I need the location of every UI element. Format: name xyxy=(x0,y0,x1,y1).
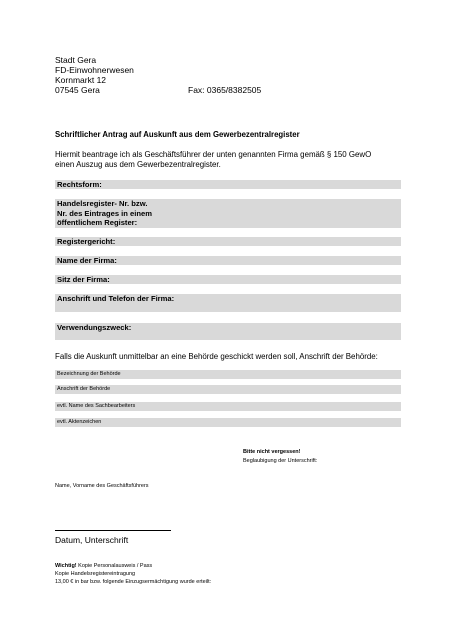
authority-intro: Falls die Auskunft unmittelbar an eine Behörde geschickt werden soll, Anschrift der Behörde: xyxy=(55,352,378,361)
field-aktenzeichen-label: evtl. Aktenzeichen xyxy=(57,419,102,425)
signature-line xyxy=(55,530,171,531)
field-name-firma[interactable] xyxy=(55,256,401,265)
address-line-2: FD-Einwohnerwesen xyxy=(55,65,134,75)
field-rechtsform-label: Rechtsform: xyxy=(57,180,102,189)
address-line-3: Kornmarkt 12 xyxy=(55,75,107,85)
field-sachbearbeiter-label: evtl. Name des Sachbearbeiters xyxy=(57,403,136,409)
field-rechtsform[interactable] xyxy=(55,180,401,189)
field-handelsregister[interactable] xyxy=(55,199,401,228)
field-handelsregister-label-2: Nr. des Eintrages in einem xyxy=(57,208,152,218)
address-line-4: 07545 Gera xyxy=(55,85,100,95)
address-line-1: Stadt Gera xyxy=(55,55,97,65)
document-title: Schriftlicher Antrag auf Auskunft aus dem Gewerbezentralregister xyxy=(55,130,300,139)
field-behoerde-bezeichnung-label: Bezeichnung der Behörde xyxy=(57,371,121,377)
field-registergericht[interactable] xyxy=(55,237,401,246)
field-behoerde-anschrift[interactable] xyxy=(55,385,401,394)
field-aktenzeichen[interactable] xyxy=(55,418,401,427)
field-verwendungszweck[interactable] xyxy=(55,323,401,340)
footer-line-1 xyxy=(55,563,152,570)
field-sitz-firma-label: Sitz der Firma: xyxy=(57,275,110,284)
field-behoerde-anschrift-label: Anschrift der Behörde xyxy=(57,386,111,392)
footer-line-3: 13,00 € in bar bzw. folgende Einzugsermächtigung wurde erteilt: xyxy=(55,579,212,585)
reminder-heading: Bitte nicht vergessen! xyxy=(243,449,301,455)
name-label: Name, Vorname des Geschäftsführers xyxy=(55,483,149,489)
fax-number: Fax: 0365/8382505 xyxy=(188,85,262,95)
field-handelsregister-label-1: Handelsregister- Nr. bzw. xyxy=(57,199,148,208)
field-anschrift-firma[interactable] xyxy=(55,294,401,312)
intro-line-2: einen Auszug aus dem Gewerbezentralregister. xyxy=(55,160,221,169)
footer-personalausweis: Kopie Personalausweis / Pass xyxy=(76,563,153,569)
field-verwendungszweck-label: Verwendungszweck: xyxy=(57,323,132,332)
reminder-text: Beglaubigung der Unterschrift: xyxy=(243,458,318,464)
field-sitz-firma[interactable] xyxy=(55,275,401,284)
field-handelsregister-label-3: öffentlichem Register: xyxy=(57,218,138,227)
intro-line-1: Hiermit beantrage ich als Geschäftsführer der unten genannten Firma gemäß § 150 GewO xyxy=(55,150,372,159)
date-signature-label: Datum, Unterschrift xyxy=(55,535,129,545)
field-behoerde-bezeichnung[interactable] xyxy=(55,370,401,379)
field-name-firma-label: Name der Firma: xyxy=(57,256,117,265)
field-sachbearbeiter[interactable] xyxy=(55,402,401,411)
field-registergericht-label: Registergericht: xyxy=(57,237,116,246)
footer-line-2: Kopie Handelsregistereintragung xyxy=(55,571,136,577)
wichtig-label: Wichtig! xyxy=(55,563,77,569)
field-anschrift-firma-label: Anschrift und Telefon der Firma: xyxy=(57,294,175,303)
